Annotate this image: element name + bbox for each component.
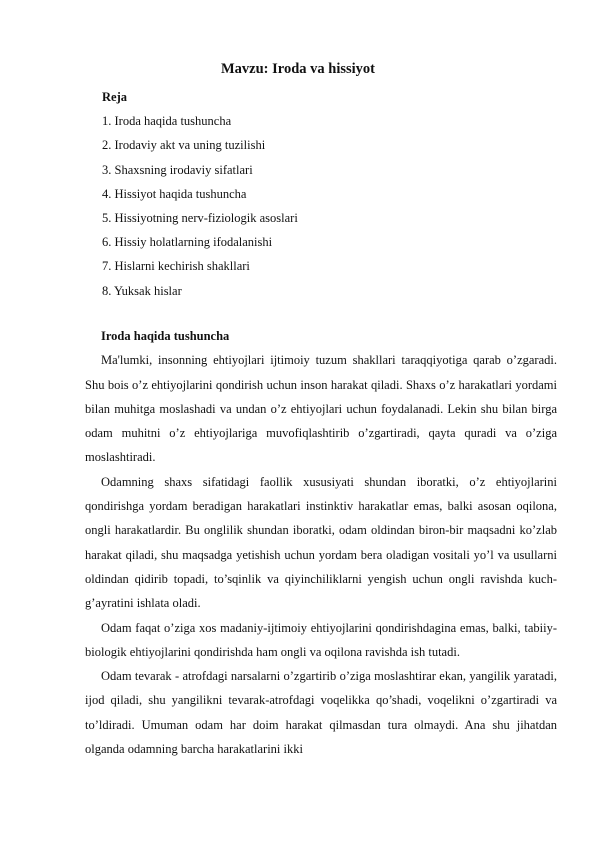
plan-list: [102, 85, 562, 303]
body-paragraph: Odam tevarak - atrofdagi narsalarni o’zgartirib o’ziga moslashtirar ekan, yangilik yaratadi, ijod qiladi, shu yangilikni tevarak-atrofdagi voqelikka qo’shadi, voqelikni o’zgartiradi va to’ldiradi. Umuman odam har doim harakat qilmasdan tura olmaydi. Ana shu jihatdan olganda odamning barcha harakatlarini ikki: [85, 669, 557, 757]
section-heading: Iroda haqida tushuncha: [101, 329, 230, 343]
plan-item: 6. Hissiy holatlarning ifodalanishi: [102, 235, 273, 250]
body-paragraph: Odam faqat o’ziga xos madaniy-ijtimoiy ehtiyojlarini qondirishdagina emas, balki, tabiiy-biologik ehtiyojlarini qondirishda ham ongli va oqilona ravishda ish tutadi.: [85, 620, 557, 659]
body-paragraph: Odamning shaxs sifatidagi faollik xususiyati shundan iboratki, o’z ehtiyojlarini qondirishga yordam beradigan harakatlari instinktiv harakatlar emas, balki asosan oqilona, ongli harakatlardir. Bu onglilik shundan iboratki, odam oldindan biron-bir maqsadni ko’zlab harakat qiladi, shu maqsadga yetishish uchun yordam bera oladigan vositali yo’l va usullarni oldindan qidirib topadi, to’sqinlik va qiyinchiliklarni yengish uchun ongli ravishda kuch-g’ayratini ishlata oladi.: [85, 474, 557, 611]
plan-item: 8. Yuksak hislar: [102, 283, 182, 298]
plan-item: 1. Iroda haqida tushuncha: [102, 114, 232, 129]
plan-item: 2. Irodaviy akt va uning tuzilishi: [102, 138, 266, 153]
document-title: Mavzu: Iroda va hissiyot: [220, 61, 375, 77]
plan-item: 4. Hissiyot haqida tushuncha: [102, 186, 247, 201]
plan-item: 3. Shaxsning irodaviy sifatlari: [102, 162, 253, 177]
plan-heading: Reja: [102, 90, 127, 104]
body-paragraph: Ma'lumki, insonning ehtiyojlari ijtimoiy tuzum shakllari taraqqiyotiga qarab o’zgaradi. Shu bois o’z ehtiyojlarini qondirish uchun inson harakat qiladi. Shaxs o’z harakatlari yordami bilan muhitga moslashadi va undan o’z ehtiyojlari uchun foydalanadi. Lekin shu bilan birga odam muhitni o’z ehtiyojlariga muvofiqlashtirib o’zgartiradi, qayta quradi va o’ziga moslashtiradi.: [85, 353, 557, 465]
plan-item: 5. Hissiyotning nerv-fiziologik asoslari: [102, 211, 298, 226]
plan-item: 7. Hislarni kechirish shakllari: [102, 259, 250, 274]
section-body: [85, 324, 557, 761]
